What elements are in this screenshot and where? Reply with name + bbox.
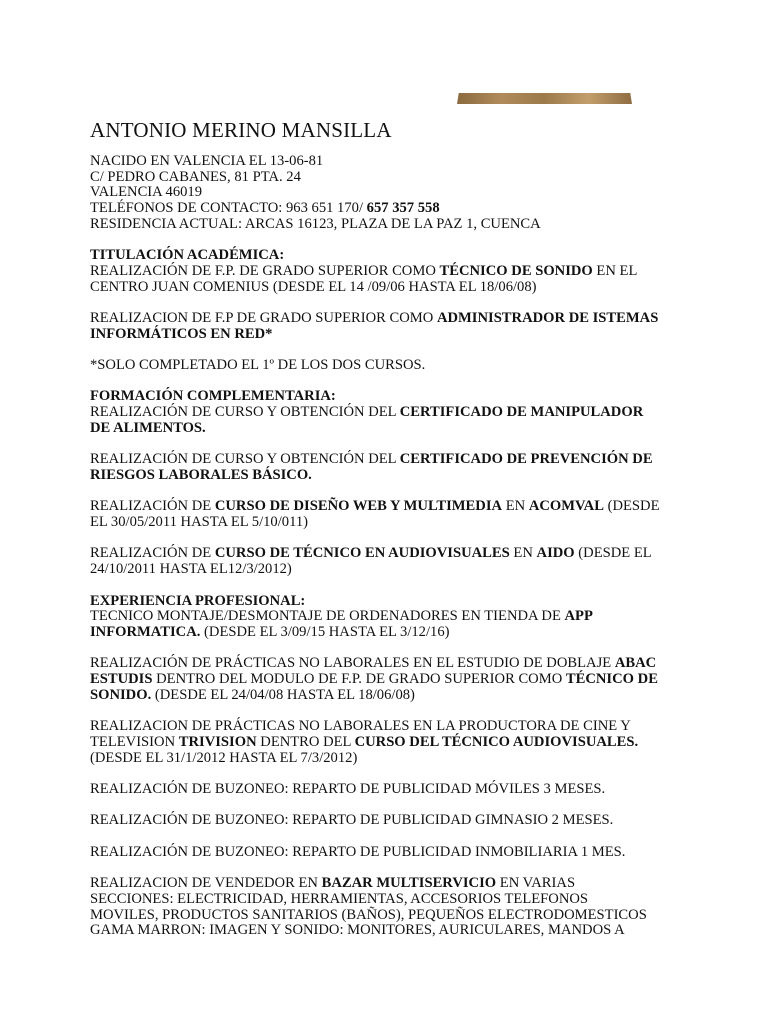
heading-titulacion: TITULACIÓN ACADÉMICA: (90, 247, 285, 264)
experiencia-item: REALIZACIÓN DE BUZONEO: REPARTO DE PUBLICIDAD MÓVILES 3 MESES. (90, 780, 606, 797)
experiencia-item-cont: ESTUDIS DENTRO DEL MODULO DE F.P. DE GRADO SUPERIOR COMO TÉCNICO DE (90, 671, 658, 688)
heading-experiencia: EXPERIENCIA PROFESIONAL: (90, 592, 306, 609)
city-line: VALENCIA 46019 (90, 184, 203, 201)
phone-prefix: TELÉFONOS DE CONTACTO: 963 651 170/ (90, 200, 367, 217)
experiencia-item: REALIZACION DE PRÁCTICAS NO LABORALES EN LA PRODUCTORA DE CINE Y (90, 718, 631, 735)
formacion-item-cont: RIESGOS LABORALES BÁSICO. (90, 466, 312, 483)
titulacion-item: REALIZACIÓN DE F.P. DE GRADO SUPERIOR COMO TÉCNICO DE SONIDO EN EL (90, 262, 638, 279)
address-line: C/ PEDRO CABANES, 81 PTA. 24 (90, 168, 301, 185)
section-titulacion (90, 248, 690, 374)
experiencia-item-cont: SONIDO. (DESDE EL 24/04/08 HASTA EL 18/06/08) (90, 686, 415, 703)
titulacion-item: REALIZACION DE F.P DE GRADO SUPERIOR COMO ADMINISTRADOR DE ISTEMAS (90, 310, 659, 326)
experiencia-item-cont: MOVILES, PRODUCTOS SANITARIOS (BAÑOS), PEQUEÑOS ELECTRODOMESTICOS (90, 906, 647, 923)
experiencia-item-cont: TELEVISION TRIVISION DENTRO DEL CURSO DEL TÉCNICO AUDIOVISUALES. (90, 733, 639, 750)
experiencia-item-cont: INFORMATICA. (DESDE EL 3/09/15 HASTA EL 3/12/16) (90, 623, 450, 640)
section-formacion (90, 389, 690, 577)
section-experiencia (90, 594, 690, 939)
formacion-item: REALIZACIÓN DE CURSO Y OBTENCIÓN DEL CERTIFICADO DE PREVENCIÓN DE (90, 451, 653, 468)
phone-line (90, 201, 690, 217)
experiencia-item-cont: (DESDE EL 31/1/2012 HASTA EL 7/3/2012) (90, 749, 358, 766)
birth-line: NACIDO EN VALENCIA EL 13-06-81 (90, 153, 324, 169)
formacion-item-cont: DE ALIMENTOS. (90, 419, 206, 436)
experiencia-item: REALIZACIÓN DE BUZONEO: REPARTO DE PUBLICIDAD INMOBILIARIA 1 MES. (90, 843, 626, 860)
formacion-item-cont: EL 30/05/2011 HASTA EL 5/10/011) (90, 514, 308, 531)
experiencia-item-cont: GAMA MARRON: IMAGEN Y SONIDO: MONITORES, AURICULARES, MANDOS A (90, 922, 625, 939)
titulacion-item-cont: CENTRO JUAN COMENIUS (DESDE EL 14 /09/06 HASTA EL 18/06/08) (90, 278, 537, 295)
titulacion-item-cont: INFORMÁTICOS EN RED* (90, 325, 273, 342)
formacion-item: REALIZACIÓN DE CURSO DE DISEÑO WEB Y MULTIMEDIA EN ACOMVAL (DESDE (90, 498, 660, 515)
mobile-phone: 657 357 558 (366, 200, 440, 217)
cv-body (90, 118, 690, 939)
photo-edge-image (457, 93, 632, 104)
cv-name-title: ANTONIO MERINO MANSILLA (90, 118, 392, 142)
experiencia-item: REALIZACIÓN DE BUZONEO: REPARTO DE PUBLICIDAD GIMNASIO 2 MESES. (90, 812, 614, 829)
experiencia-item: REALIZACIÓN DE PRÁCTICAS NO LABORALES EN EL ESTUDIO DE DOBLAJE ABAC (90, 655, 657, 672)
contact-block (90, 154, 690, 233)
experiencia-item: TECNICO MONTAJE/DESMONTAJE DE ORDENADORES EN TIENDA DE APP (90, 608, 593, 625)
experiencia-item: REALIZACION DE VENDEDOR EN BAZAR MULTISERVICIO EN VARIAS (90, 875, 576, 892)
formacion-item: REALIZACIÓN DE CURSO DE TÉCNICO EN AUDIOVISUALES EN AIDO (DESDE EL (90, 545, 652, 562)
experiencia-item-cont: SECCIONES: ELECTRICIDAD, HERRAMIENTAS, ACCESORIOS TELEFONOS (90, 890, 589, 907)
formacion-item: REALIZACIÓN DE CURSO Y OBTENCIÓN DEL CERTIFICADO DE MANIPULADOR (90, 404, 644, 421)
titulacion-note: *SOLO COMPLETADO EL 1º DE LOS DOS CURSOS. (90, 357, 426, 374)
residence-line: RESIDENCIA ACTUAL: ARCAS 16123, PLAZA DE LA PAZ 1, CUENCA (90, 215, 541, 232)
heading-formacion: FORMACIÓN COMPLEMENTARIA: (90, 388, 336, 405)
formacion-item-cont: 24/10/2011 HASTA EL12/3/2012) (90, 561, 292, 578)
